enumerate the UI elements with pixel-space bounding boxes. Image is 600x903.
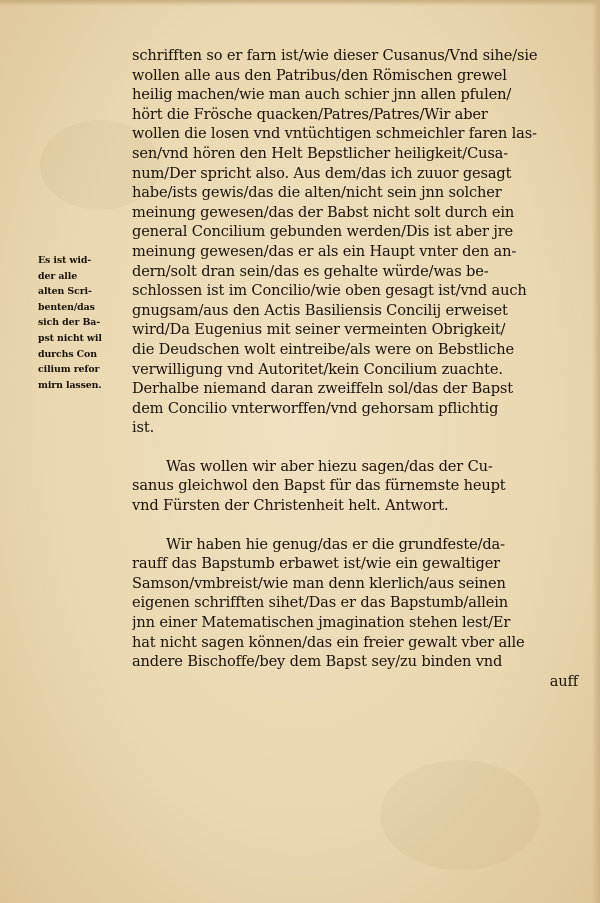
margin-note-line: durchs Con xyxy=(38,348,97,360)
text-line: sen/vnd hören den Helt Bepstlicher heiligkeit/Cusa- xyxy=(132,144,509,162)
text-line: dem Concilio vnterworffen/vnd gehorsam pflichtig xyxy=(132,399,499,417)
margin-note-line: alten Scri- xyxy=(38,286,92,298)
paragraph-gap xyxy=(132,438,584,457)
text-line: verwilligung vnd Autoritet/kein Concilium zuachte. xyxy=(132,360,503,378)
margin-note-line: cilium refor xyxy=(38,364,100,376)
text-line: Samson/vmbreist/wie man denn klerlich/aus seinen xyxy=(132,574,506,592)
margin-note-line: benten/das xyxy=(38,301,95,313)
text-line: meinung gewesen/das der Babst nicht solt durch ein xyxy=(132,203,515,221)
page-edge-shadow-top xyxy=(0,0,600,6)
text-line: rauff das Bapstumb erbawet ist/wie ein gewaltiger xyxy=(132,555,501,573)
text-line: hört die Frösche quacken/Patres/Patres/Wir aber xyxy=(132,105,488,123)
text-line: eigenen schrifften sihet/Das er das Bapstumb/allein xyxy=(132,594,509,612)
text-line: habe/ists gewis/das die alten/nicht sein jnn solcher xyxy=(132,184,502,202)
margin-note-line: Es ist wid- xyxy=(38,255,92,266)
text-line: wollen die losen vnd vntüchtigen schmeichler faren las- xyxy=(132,125,537,143)
paragraph-2 xyxy=(132,457,584,516)
paragraph-gap xyxy=(132,516,584,535)
text-line: dern/solt dran sein/das es gehalte würde/was be- xyxy=(132,262,489,280)
margin-note-line: pst nicht wil xyxy=(38,332,102,344)
margin-note xyxy=(38,253,133,393)
text-line: Was wollen wir aber hiezu sagen/das der Cu- xyxy=(166,457,493,475)
paragraph-1 xyxy=(132,46,584,438)
text-line: heilig machen/wie man auch schier jnn allen pfulen/ xyxy=(132,86,512,104)
margin-note-line: mirn lassen. xyxy=(38,379,102,391)
text-line: meinung gewesen/das er als ein Haupt vnter den an- xyxy=(132,242,517,260)
text-line: wollen alle aus den Patribus/den Römischen grewel xyxy=(132,66,507,84)
text-line: Derhalbe niemand daran zweiffeln sol/das der Bapst xyxy=(132,380,513,398)
text-line: schlossen ist im Concilio/wie oben gesagt ist/vnd auch xyxy=(132,282,527,300)
text-line: num/Der spricht also. Aus dem/das ich zuuor gesagt xyxy=(132,164,512,182)
text-line: hat nicht sagen können/das ein freier gewalt vber alle xyxy=(132,633,525,651)
text-line: die Deudschen wolt eintreibe/als were on Bebstliche xyxy=(132,340,514,358)
text-line: Wir haben hie genug/das er die grundfeste/da- xyxy=(166,535,505,553)
text-line: andere Bischoffe/bey dem Bapst sey/zu binden vnd xyxy=(132,653,503,671)
text-line: general Concilium gebunden werden/Dis ist aber jre xyxy=(132,223,514,241)
page-edge-shadow-right xyxy=(592,0,600,903)
main-text xyxy=(132,46,584,691)
text-line: schrifften so er farn ist/wie dieser Cusanus/Vnd sihe/sie xyxy=(132,47,538,64)
text-line: vnd Fürsten der Christenheit helt. Antwort. xyxy=(132,497,449,515)
paper-stain xyxy=(380,760,540,870)
text-line: jnn einer Matematischen jmagination stehen lest/Er xyxy=(132,614,511,632)
margin-note-line: sich der Ba- xyxy=(38,317,101,329)
text-line: sanus gleichwol den Bapst für das fürnemste heupt xyxy=(132,477,506,495)
text-line: ist. xyxy=(132,419,155,437)
paragraph-3 xyxy=(132,535,584,692)
text-line: wird/Da Eugenius mit seiner vermeinten Obrigkeit/ xyxy=(132,321,506,339)
catchword: auff xyxy=(549,672,578,690)
margin-note-line: der alle xyxy=(38,270,78,282)
text-line: gnugsam/aus den Actis Basiliensis Concilij erweiset xyxy=(132,301,508,319)
